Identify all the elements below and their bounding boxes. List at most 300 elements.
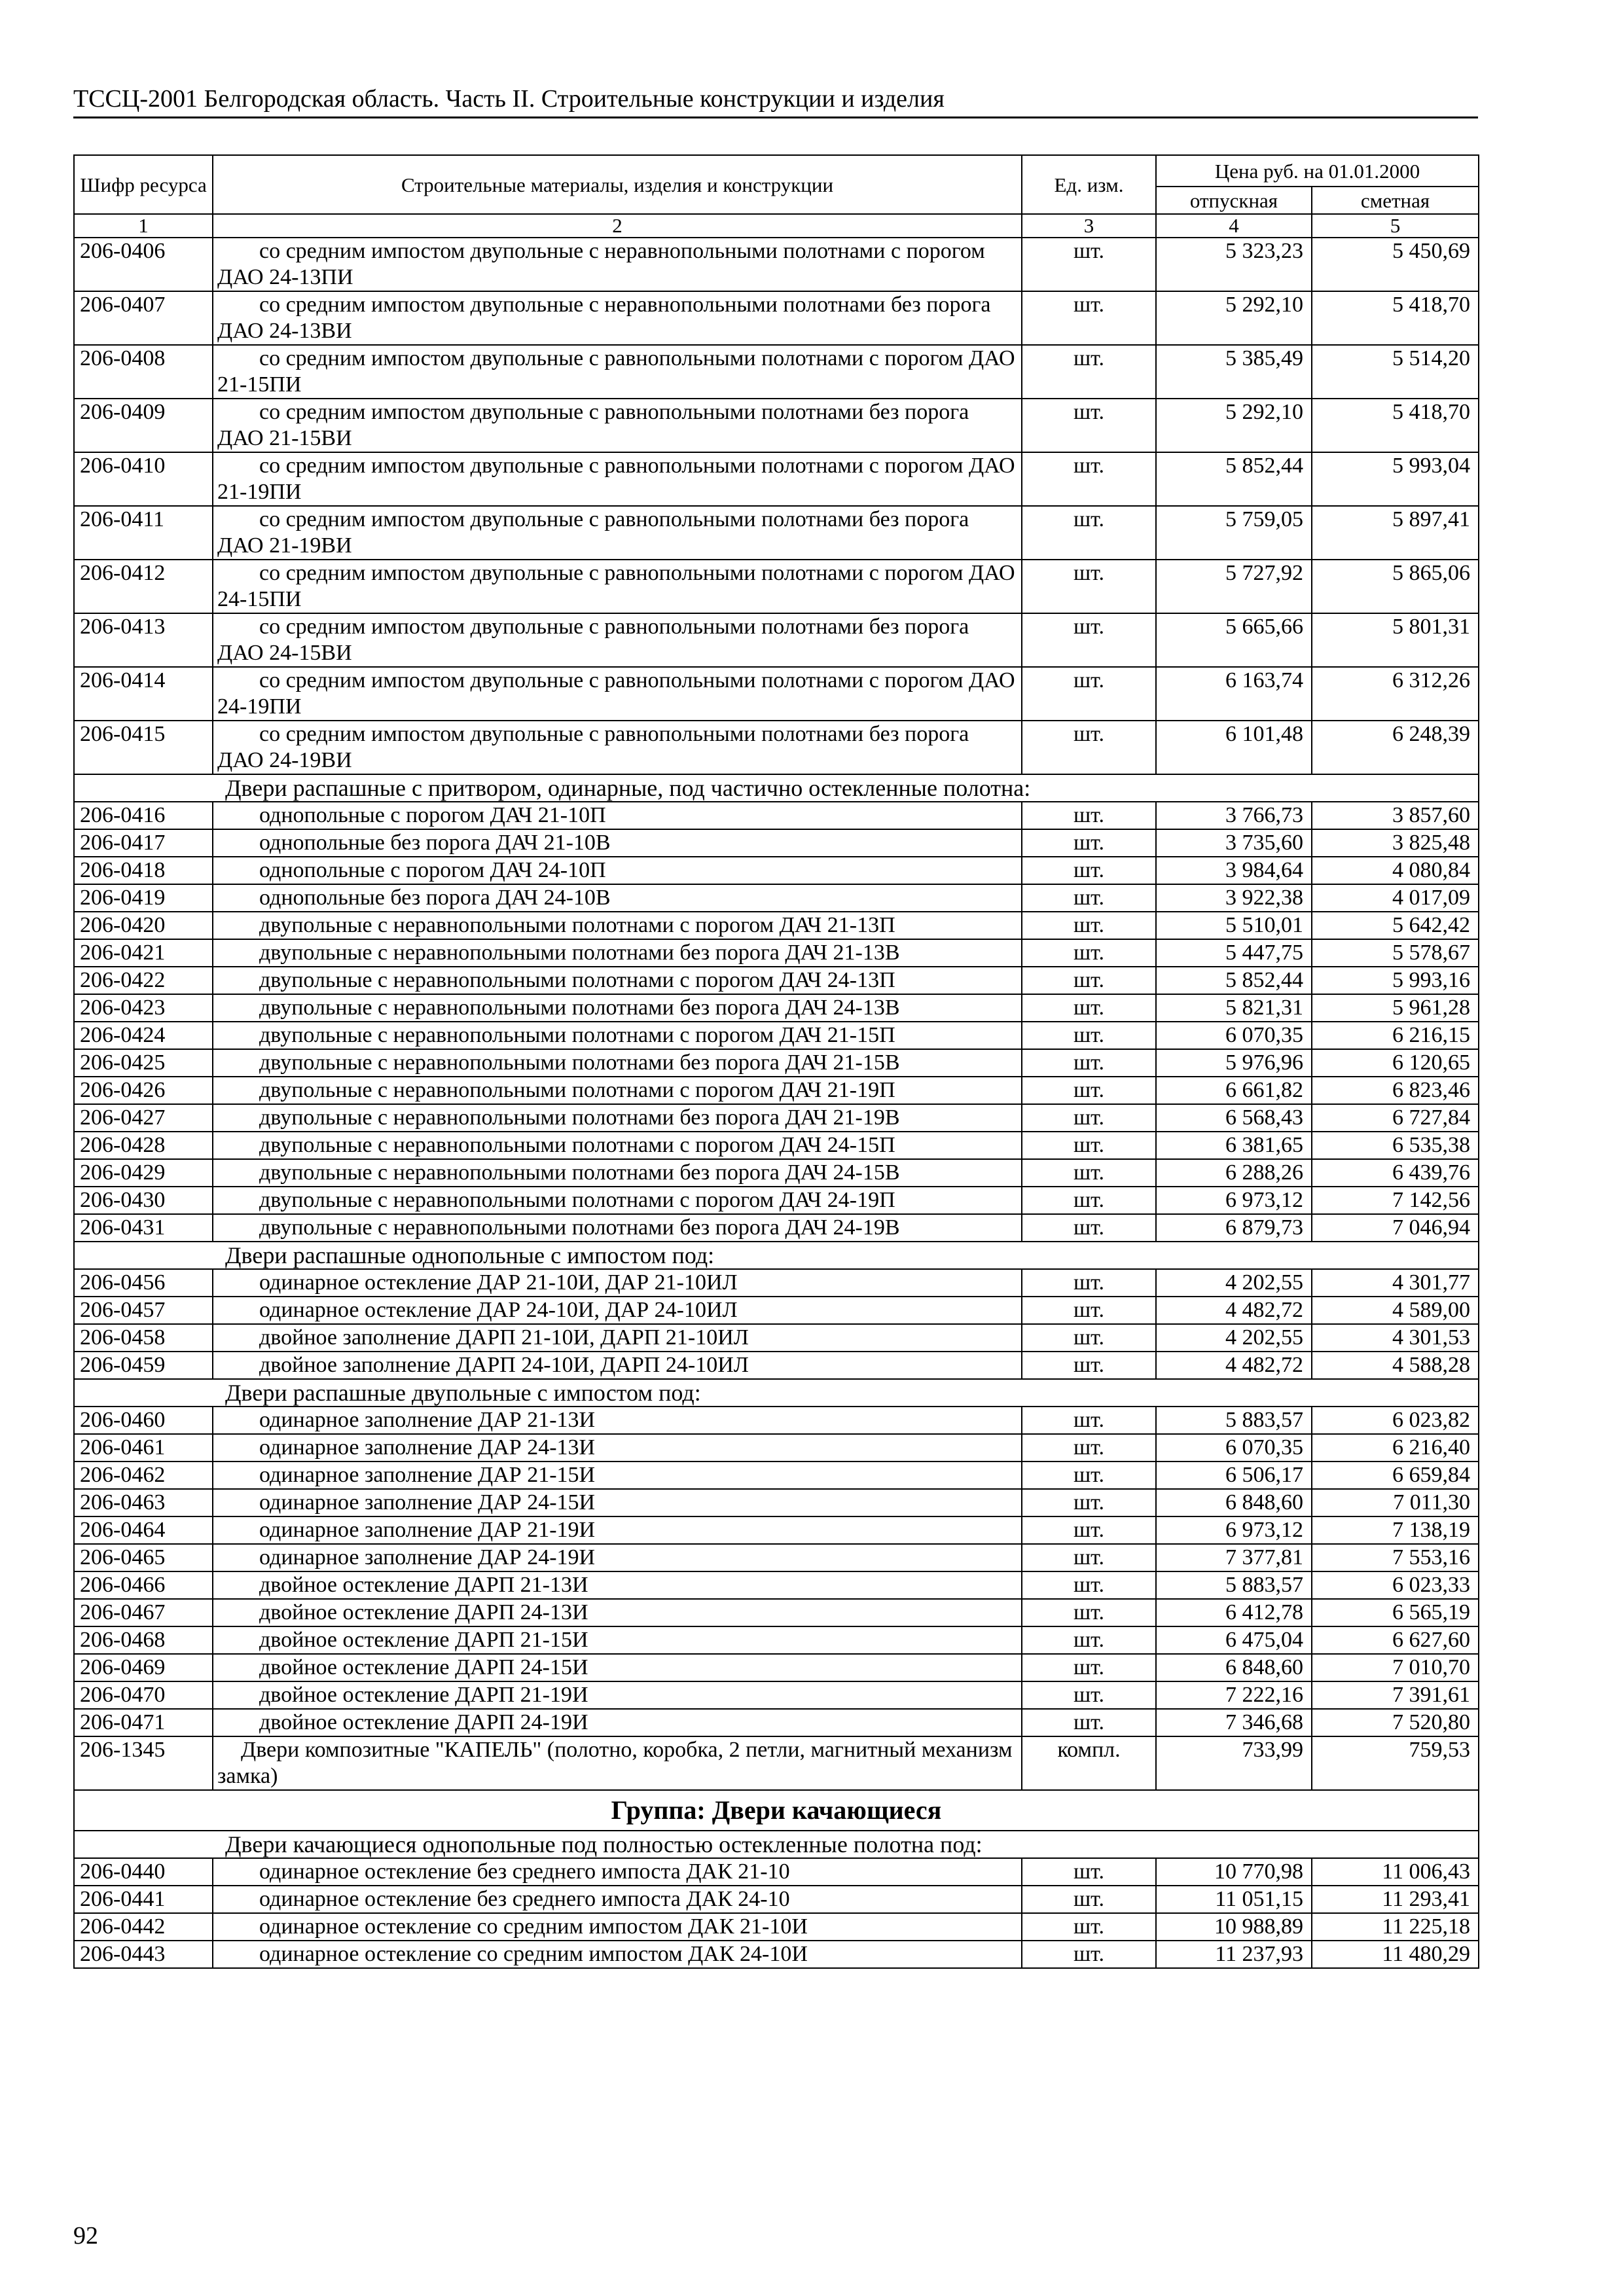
- wholesale-price: 6 848,60: [1156, 1489, 1312, 1516]
- table-row: [74, 291, 1479, 345]
- resource-code: 206-0406: [74, 238, 213, 291]
- unit: шт.: [1022, 667, 1156, 721]
- item-name-text: одинарное заполнение ДАР 21-13И: [259, 1408, 596, 1432]
- wholesale-price: 5 323,23: [1156, 238, 1312, 291]
- item-name: [213, 1132, 1022, 1159]
- resource-code: 206-0441: [74, 1886, 213, 1913]
- resource-code: 206-0427: [74, 1104, 213, 1132]
- item-name: [213, 939, 1022, 967]
- table-row: [74, 1858, 1479, 1886]
- table-row: [74, 1297, 1479, 1324]
- resource-code: 206-0457: [74, 1297, 213, 1324]
- unit: шт.: [1022, 1434, 1156, 1462]
- wholesale-price: 10 988,89: [1156, 1913, 1312, 1941]
- item-name: [213, 1104, 1022, 1132]
- resource-code: 206-0471: [74, 1709, 213, 1736]
- item-name-text: двупольные с неравнопольными полотнами без порога ДАЧ 21-19В: [259, 1105, 900, 1130]
- item-name: [213, 1571, 1022, 1599]
- table-row: [74, 912, 1479, 939]
- unit: шт.: [1022, 1297, 1156, 1324]
- item-name: [213, 1297, 1022, 1324]
- item-name: [213, 1462, 1022, 1489]
- item-name: [213, 1022, 1022, 1049]
- unit: шт.: [1022, 1489, 1156, 1516]
- resource-code: 206-0461: [74, 1434, 213, 1462]
- header-unit: Ед. изм.: [1022, 155, 1156, 214]
- estimate-price: 6 535,38: [1312, 1132, 1479, 1159]
- resource-code: 206-0426: [74, 1077, 213, 1104]
- table-row: [74, 1544, 1479, 1571]
- table-row: [74, 1077, 1479, 1104]
- resource-code: 206-0411: [74, 506, 213, 560]
- unit: шт.: [1022, 1516, 1156, 1544]
- estimate-price: 6 023,82: [1312, 1407, 1479, 1434]
- unit: шт.: [1022, 1352, 1156, 1379]
- unit: шт.: [1022, 452, 1156, 506]
- table-row: [74, 1352, 1479, 1379]
- estimate-price: 6 659,84: [1312, 1462, 1479, 1489]
- unit: шт.: [1022, 1626, 1156, 1654]
- estimate-price: 5 514,20: [1312, 345, 1479, 399]
- resource-code: 206-0459: [74, 1352, 213, 1379]
- item-name-text: двупольные с неравнопольными полотнами без порога ДАЧ 24-19В: [259, 1215, 900, 1240]
- unit: шт.: [1022, 1049, 1156, 1077]
- table-row: [74, 667, 1479, 721]
- unit: шт.: [1022, 1913, 1156, 1941]
- estimate-price: 4 589,00: [1312, 1297, 1479, 1324]
- table-row: [74, 1214, 1479, 1242]
- estimate-price: 7 010,70: [1312, 1654, 1479, 1681]
- table-row: [74, 1462, 1479, 1489]
- item-name-text: двойное остекление ДАРП 21-13И: [259, 1573, 588, 1597]
- resource-code: 206-0440: [74, 1858, 213, 1886]
- item-name-text: со средним импостом двупольные с равнопольными полотнами с порогом ДАО 24-15ПИ: [217, 561, 1015, 611]
- estimate-price: 6 216,40: [1312, 1434, 1479, 1462]
- resource-code: 206-0409: [74, 399, 213, 452]
- resource-code: 206-0423: [74, 994, 213, 1022]
- item-name-text: со средним импостом двупольные с равнопольными полотнами с порогом ДАО 21-15ПИ: [217, 346, 1015, 397]
- wholesale-price: 11 237,93: [1156, 1941, 1312, 1968]
- item-name: [213, 560, 1022, 613]
- item-name: [213, 667, 1022, 721]
- resource-code: 206-0419: [74, 884, 213, 912]
- table-row: [74, 857, 1479, 884]
- estimate-price: 6 248,39: [1312, 721, 1479, 774]
- table-row: [74, 994, 1479, 1022]
- item-name-text: одинарное заполнение ДАР 21-15И: [259, 1463, 596, 1487]
- resource-code: 206-0408: [74, 345, 213, 399]
- wholesale-price: 6 288,26: [1156, 1159, 1312, 1187]
- table-row: [74, 1941, 1479, 1968]
- item-name-text: одинарное остекление ДАР 21-10И, ДАР 21-10ИЛ: [259, 1270, 738, 1295]
- wholesale-price: 5 852,44: [1156, 967, 1312, 994]
- item-name-text: однопольные без порога ДАЧ 21-10В: [259, 831, 611, 855]
- resource-code: 206-0417: [74, 829, 213, 857]
- item-name-text: двойное остекление ДАРП 24-13И: [259, 1600, 588, 1624]
- resource-code: 206-0465: [74, 1544, 213, 1571]
- price-table: [73, 154, 1479, 1969]
- wholesale-price: 5 385,49: [1156, 345, 1312, 399]
- running-title: ТССЦ-2001 Белгородская область. Часть II. Строительные конструкции и изделия: [73, 84, 1478, 118]
- item-name-text: двупольные с неравнопольными полотнами без порога ДАЧ 21-13В: [259, 941, 900, 965]
- column-number: 1: [74, 214, 213, 238]
- wholesale-price: 7 377,81: [1156, 1544, 1312, 1571]
- unit: шт.: [1022, 994, 1156, 1022]
- wholesale-price: 5 447,75: [1156, 939, 1312, 967]
- estimate-price: 5 961,28: [1312, 994, 1479, 1022]
- estimate-price: 4 080,84: [1312, 857, 1479, 884]
- estimate-price: 11 006,43: [1312, 1858, 1479, 1886]
- estimate-price: 5 450,69: [1312, 238, 1479, 291]
- unit: шт.: [1022, 1858, 1156, 1886]
- table-row: [74, 1187, 1479, 1214]
- header-code: Шифр ресурса: [74, 155, 213, 214]
- estimate-price: 6 727,84: [1312, 1104, 1479, 1132]
- table-row: [74, 1913, 1479, 1941]
- item-name: [213, 857, 1022, 884]
- item-name: [213, 1159, 1022, 1187]
- item-name: [213, 1187, 1022, 1214]
- table-row: [74, 345, 1479, 399]
- unit: шт.: [1022, 1214, 1156, 1242]
- table-row: [74, 452, 1479, 506]
- wholesale-price: 6 506,17: [1156, 1462, 1312, 1489]
- item-name-text: двупольные с неравнопольными полотнами без порога ДАЧ 24-15В: [259, 1160, 900, 1185]
- unit: шт.: [1022, 1022, 1156, 1049]
- table-row: [74, 1132, 1479, 1159]
- item-name-text: двойное заполнение ДАРП 24-10И, ДАРП 24-10ИЛ: [259, 1353, 749, 1377]
- wholesale-price: 6 101,48: [1156, 721, 1312, 774]
- estimate-price: 4 017,09: [1312, 884, 1479, 912]
- column-number: 2: [213, 214, 1022, 238]
- wholesale-price: 3 984,64: [1156, 857, 1312, 884]
- estimate-price: 5 865,06: [1312, 560, 1479, 613]
- column-number: 3: [1022, 214, 1156, 238]
- wholesale-price: 5 292,10: [1156, 291, 1312, 345]
- item-name-text: со средним импостом двупольные с равнопольными полотнами с порогом ДАО 24-19ПИ: [217, 668, 1015, 719]
- table-row: [74, 506, 1479, 560]
- unit: шт.: [1022, 1886, 1156, 1913]
- item-name-text: одинарное заполнение ДАР 24-13И: [259, 1435, 596, 1460]
- unit: шт.: [1022, 857, 1156, 884]
- resource-code: 206-0463: [74, 1489, 213, 1516]
- item-name-text: со средним импостом двупольные с равнопольными полотнами без порога ДАО 24-19ВИ: [217, 722, 969, 772]
- item-name-text: одинарное остекление со средним импостом ДАК 21-10И: [259, 1914, 808, 1939]
- item-name: [213, 613, 1022, 667]
- header-estimate: сметная: [1312, 187, 1479, 214]
- item-name: [213, 452, 1022, 506]
- item-name-text: двупольные с неравнопольными полотнами без порога ДАЧ 21-15В: [259, 1050, 900, 1075]
- table-row: [74, 1571, 1479, 1599]
- item-name: [213, 1407, 1022, 1434]
- item-name-text: двупольные с неравнопольными полотнами с порогом ДАЧ 24-19П: [259, 1188, 895, 1212]
- estimate-price: 11 225,18: [1312, 1913, 1479, 1941]
- item-name-text: двупольные с неравнопольными полотнами с порогом ДАЧ 24-15П: [259, 1133, 895, 1157]
- header-price-group: Цена руб. на 01.01.2000: [1156, 155, 1479, 187]
- resource-code: 206-0470: [74, 1681, 213, 1709]
- unit: шт.: [1022, 884, 1156, 912]
- wholesale-price: 6 848,60: [1156, 1654, 1312, 1681]
- item-name: [213, 1049, 1022, 1077]
- table-row: [74, 1709, 1479, 1736]
- resource-code: 206-0424: [74, 1022, 213, 1049]
- item-name: [213, 1434, 1022, 1462]
- estimate-price: 6 216,15: [1312, 1022, 1479, 1049]
- item-name-text: Двери композитные "КАПЕЛЬ" (полотно, коробка, 2 петли, магнитный механизм замка): [217, 1738, 1013, 1788]
- wholesale-price: 4 482,72: [1156, 1352, 1312, 1379]
- estimate-price: 6 023,33: [1312, 1571, 1479, 1599]
- unit: шт.: [1022, 1941, 1156, 1968]
- unit: шт.: [1022, 238, 1156, 291]
- resource-code: 206-0416: [74, 802, 213, 829]
- table-row: [74, 884, 1479, 912]
- wholesale-price: 6 070,35: [1156, 1434, 1312, 1462]
- table-row: [74, 1626, 1479, 1654]
- item-name: [213, 1858, 1022, 1886]
- wholesale-price: 7 222,16: [1156, 1681, 1312, 1709]
- estimate-price: 4 301,77: [1312, 1269, 1479, 1297]
- resource-code: 206-0428: [74, 1132, 213, 1159]
- item-name-text: двупольные с неравнопольными полотнами с порогом ДАЧ 21-19П: [259, 1078, 895, 1102]
- unit: шт.: [1022, 939, 1156, 967]
- estimate-price: 5 993,16: [1312, 967, 1479, 994]
- estimate-price: 7 520,80: [1312, 1709, 1479, 1736]
- estimate-price: 5 418,70: [1312, 291, 1479, 345]
- unit: шт.: [1022, 721, 1156, 774]
- item-name: [213, 1736, 1022, 1790]
- estimate-price: 7 391,61: [1312, 1681, 1479, 1709]
- resource-code: 206-0468: [74, 1626, 213, 1654]
- item-name: [213, 238, 1022, 291]
- estimate-price: 5 642,42: [1312, 912, 1479, 939]
- resource-code: 206-0413: [74, 613, 213, 667]
- wholesale-price: 6 163,74: [1156, 667, 1312, 721]
- item-name: [213, 884, 1022, 912]
- wholesale-price: 4 482,72: [1156, 1297, 1312, 1324]
- section-title: Двери распашные двупольные с импостом под:: [74, 1379, 1479, 1407]
- item-name-text: однопольные без порога ДАЧ 24-10В: [259, 886, 611, 910]
- unit: шт.: [1022, 1599, 1156, 1626]
- unit: шт.: [1022, 1681, 1156, 1709]
- table-row: [74, 613, 1479, 667]
- wholesale-price: 3 766,73: [1156, 802, 1312, 829]
- wholesale-price: 6 973,12: [1156, 1516, 1312, 1544]
- resource-code: 206-0414: [74, 667, 213, 721]
- estimate-price: 11 480,29: [1312, 1941, 1479, 1968]
- item-name: [213, 1516, 1022, 1544]
- item-name: [213, 1324, 1022, 1352]
- item-name-text: двойное заполнение ДАРП 21-10И, ДАРП 21-10ИЛ: [259, 1325, 749, 1350]
- resource-code: 206-0469: [74, 1654, 213, 1681]
- table-row: [74, 1489, 1479, 1516]
- wholesale-price: 5 883,57: [1156, 1571, 1312, 1599]
- table-row: [74, 1159, 1479, 1187]
- item-name: [213, 1681, 1022, 1709]
- item-name: [213, 291, 1022, 345]
- unit: шт.: [1022, 829, 1156, 857]
- estimate-price: 6 439,76: [1312, 1159, 1479, 1187]
- unit: шт.: [1022, 1077, 1156, 1104]
- estimate-price: 5 418,70: [1312, 399, 1479, 452]
- unit: шт.: [1022, 560, 1156, 613]
- unit: шт.: [1022, 399, 1156, 452]
- item-name: [213, 506, 1022, 560]
- unit: шт.: [1022, 1407, 1156, 1434]
- item-name: [213, 1941, 1022, 1968]
- resource-code: 206-0430: [74, 1187, 213, 1214]
- unit: шт.: [1022, 1132, 1156, 1159]
- unit: шт.: [1022, 967, 1156, 994]
- unit: шт.: [1022, 1159, 1156, 1187]
- item-name-text: одинарное остекление со средним импостом ДАК 24-10И: [259, 1942, 808, 1966]
- item-name: [213, 912, 1022, 939]
- item-name-text: одинарное остекление без среднего импоста ДАК 21-10: [259, 1859, 790, 1884]
- wholesale-price: 5 292,10: [1156, 399, 1312, 452]
- wholesale-price: 11 051,15: [1156, 1886, 1312, 1913]
- resource-code: 206-0458: [74, 1324, 213, 1352]
- header-name: Строительные материалы, изделия и конструкции: [213, 155, 1022, 214]
- estimate-price: 11 293,41: [1312, 1886, 1479, 1913]
- item-name: [213, 1886, 1022, 1913]
- page-number: 92: [73, 2222, 98, 2250]
- estimate-price: 6 565,19: [1312, 1599, 1479, 1626]
- resource-code: 206-0466: [74, 1571, 213, 1599]
- wholesale-price: 5 759,05: [1156, 506, 1312, 560]
- item-name-text: одинарное остекление без среднего импоста ДАК 24-10: [259, 1887, 790, 1911]
- table-row: [74, 1736, 1479, 1790]
- estimate-price: 7 142,56: [1312, 1187, 1479, 1214]
- estimate-price: 4 588,28: [1312, 1352, 1479, 1379]
- table-row: [74, 1269, 1479, 1297]
- table-row: [74, 1104, 1479, 1132]
- wholesale-price: 7 346,68: [1156, 1709, 1312, 1736]
- estimate-price: 759,53: [1312, 1736, 1479, 1790]
- table-row: [74, 1516, 1479, 1544]
- table-row: [74, 1681, 1479, 1709]
- wholesale-price: 5 510,01: [1156, 912, 1312, 939]
- item-name: [213, 399, 1022, 452]
- estimate-price: 6 312,26: [1312, 667, 1479, 721]
- unit: шт.: [1022, 1571, 1156, 1599]
- table-row: [74, 238, 1479, 291]
- item-name: [213, 1599, 1022, 1626]
- resource-code: 206-1345: [74, 1736, 213, 1790]
- unit: шт.: [1022, 1324, 1156, 1352]
- table-row: [74, 1407, 1479, 1434]
- item-name: [213, 1913, 1022, 1941]
- item-name: [213, 802, 1022, 829]
- wholesale-price: 4 202,55: [1156, 1324, 1312, 1352]
- wholesale-price: 6 381,65: [1156, 1132, 1312, 1159]
- wholesale-price: 3 735,60: [1156, 829, 1312, 857]
- item-name: [213, 1626, 1022, 1654]
- item-name-text: двупольные с неравнопольными полотнами с порогом ДАЧ 21-15П: [259, 1023, 895, 1047]
- item-name: [213, 967, 1022, 994]
- resource-code: 206-0407: [74, 291, 213, 345]
- section-title: Двери качающиеся однопольные под полностью остекленные полотна под:: [74, 1831, 1479, 1858]
- wholesale-price: 5 665,66: [1156, 613, 1312, 667]
- wholesale-price: 6 475,04: [1156, 1626, 1312, 1654]
- group-row: [74, 1790, 1479, 1831]
- item-name-text: одинарное заполнение ДАР 21-19И: [259, 1518, 596, 1542]
- unit: шт.: [1022, 1709, 1156, 1736]
- wholesale-price: 6 973,12: [1156, 1187, 1312, 1214]
- wholesale-price: 5 727,92: [1156, 560, 1312, 613]
- estimate-price: 4 301,53: [1312, 1324, 1479, 1352]
- wholesale-price: 5 821,31: [1156, 994, 1312, 1022]
- wholesale-price: 733,99: [1156, 1736, 1312, 1790]
- table-body: [74, 238, 1479, 1968]
- resource-code: 206-0422: [74, 967, 213, 994]
- resource-code: 206-0421: [74, 939, 213, 967]
- item-name-text: со средним импостом двупольные с равнопольными полотнами без порога ДАО 21-15ВИ: [217, 400, 969, 450]
- item-name-text: со средним импостом двупольные с неравнопольными полотнами с порогом ДАО 24-13ПИ: [217, 239, 985, 289]
- estimate-price: 6 120,65: [1312, 1049, 1479, 1077]
- wholesale-price: 3 922,38: [1156, 884, 1312, 912]
- resource-code: 206-0460: [74, 1407, 213, 1434]
- table-row: [74, 1049, 1479, 1077]
- resource-code: 206-0464: [74, 1516, 213, 1544]
- unit: шт.: [1022, 1187, 1156, 1214]
- table-row: [74, 1886, 1479, 1913]
- item-name-text: двойное остекление ДАРП 21-15И: [259, 1628, 588, 1652]
- wholesale-price: 10 770,98: [1156, 1858, 1312, 1886]
- estimate-price: 6 823,46: [1312, 1077, 1479, 1104]
- wholesale-price: 5 852,44: [1156, 452, 1312, 506]
- unit: шт.: [1022, 912, 1156, 939]
- estimate-price: 3 857,60: [1312, 802, 1479, 829]
- unit: шт.: [1022, 1544, 1156, 1571]
- item-name: [213, 721, 1022, 774]
- unit: шт.: [1022, 1269, 1156, 1297]
- group-title: Группа: Двери качающиеся: [74, 1790, 1479, 1831]
- item-name: [213, 1352, 1022, 1379]
- resource-code: 206-0442: [74, 1913, 213, 1941]
- resource-code: 206-0431: [74, 1214, 213, 1242]
- estimate-price: 3 825,48: [1312, 829, 1479, 857]
- wholesale-price: 6 412,78: [1156, 1599, 1312, 1626]
- table-row: [74, 721, 1479, 774]
- resource-code: 206-0418: [74, 857, 213, 884]
- resource-code: 206-0443: [74, 1941, 213, 1968]
- item-name-text: двойное остекление ДАРП 24-19И: [259, 1710, 588, 1734]
- unit: шт.: [1022, 1104, 1156, 1132]
- resource-code: 206-0425: [74, 1049, 213, 1077]
- wholesale-price: 6 879,73: [1156, 1214, 1312, 1242]
- wholesale-price: 6 070,35: [1156, 1022, 1312, 1049]
- estimate-price: 7 046,94: [1312, 1214, 1479, 1242]
- item-name-text: одинарное заполнение ДАР 24-15И: [259, 1490, 596, 1515]
- estimate-price: 5 897,41: [1312, 506, 1479, 560]
- item-name: [213, 829, 1022, 857]
- resource-code: 206-0412: [74, 560, 213, 613]
- estimate-price: 6 627,60: [1312, 1626, 1479, 1654]
- item-name-text: двупольные с неравнопольными полотнами с порогом ДАЧ 21-13П: [259, 913, 895, 937]
- unit: шт.: [1022, 1462, 1156, 1489]
- item-name-text: со средним импостом двупольные с равнопольными полотнами без порога ДАО 21-19ВИ: [217, 507, 969, 558]
- item-name-text: со средним импостом двупольные с неравнопольными полотнами без порога ДАО 24-13ВИ: [217, 293, 991, 343]
- item-name: [213, 1544, 1022, 1571]
- item-name-text: двупольные с неравнопольными полотнами без порога ДАЧ 24-13В: [259, 996, 900, 1020]
- section-row: [74, 1242, 1479, 1269]
- unit: шт.: [1022, 345, 1156, 399]
- unit: шт.: [1022, 613, 1156, 667]
- section-row: [74, 1831, 1479, 1858]
- table-row: [74, 1434, 1479, 1462]
- estimate-price: 7 553,16: [1312, 1544, 1479, 1571]
- table-row: [74, 1654, 1479, 1681]
- table-row: [74, 939, 1479, 967]
